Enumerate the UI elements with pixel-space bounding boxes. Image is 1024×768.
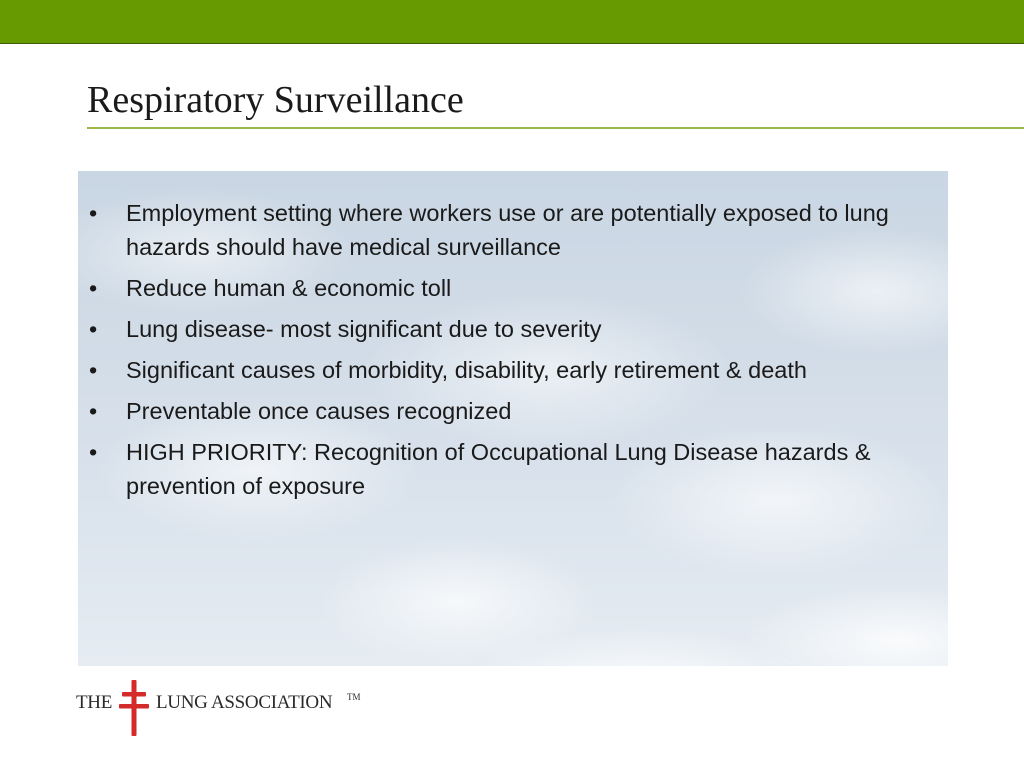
double-barred-cross-icon <box>119 680 149 736</box>
bullet-item <box>78 312 908 346</box>
slide-title: Respiratory Surveillance <box>87 79 464 121</box>
bullet-text: Significant causes of morbidity, disability, early retirement & death <box>126 357 807 383</box>
bullet-text: HIGH PRIORITY: Recognition of Occupational Lung Disease hazards & prevention of exposure <box>126 439 871 499</box>
bullet-text: Employment setting where workers use or are potentially exposed to lung hazards should have medical surveillance <box>126 200 889 260</box>
bullet-text: Lung disease- most significant due to severity <box>126 316 602 342</box>
bullet-marker: • <box>89 357 98 383</box>
logo-trademark: TM <box>347 692 361 702</box>
bullet-marker: • <box>89 398 98 424</box>
logo-prefix: THE <box>76 692 113 713</box>
bullet-item <box>78 271 908 305</box>
title-underline <box>87 127 1024 129</box>
lung-association-logo <box>76 680 376 736</box>
bullet-item <box>78 435 908 503</box>
bullet-item <box>78 394 908 428</box>
bullet-marker: • <box>89 439 98 465</box>
bullet-list <box>78 196 908 510</box>
top-accent-bar <box>0 0 1024 44</box>
bullet-marker: • <box>89 275 98 301</box>
bullet-text: Preventable once causes recognized <box>126 398 512 424</box>
bullet-item <box>78 353 908 387</box>
bullet-marker: • <box>89 200 98 226</box>
bullet-item <box>78 196 908 264</box>
logo-name: LUNG ASSOCIATION <box>156 692 333 713</box>
bullet-text: Reduce human & economic toll <box>126 275 452 301</box>
bullet-marker: • <box>89 316 98 342</box>
sky-background-panel <box>78 171 948 666</box>
